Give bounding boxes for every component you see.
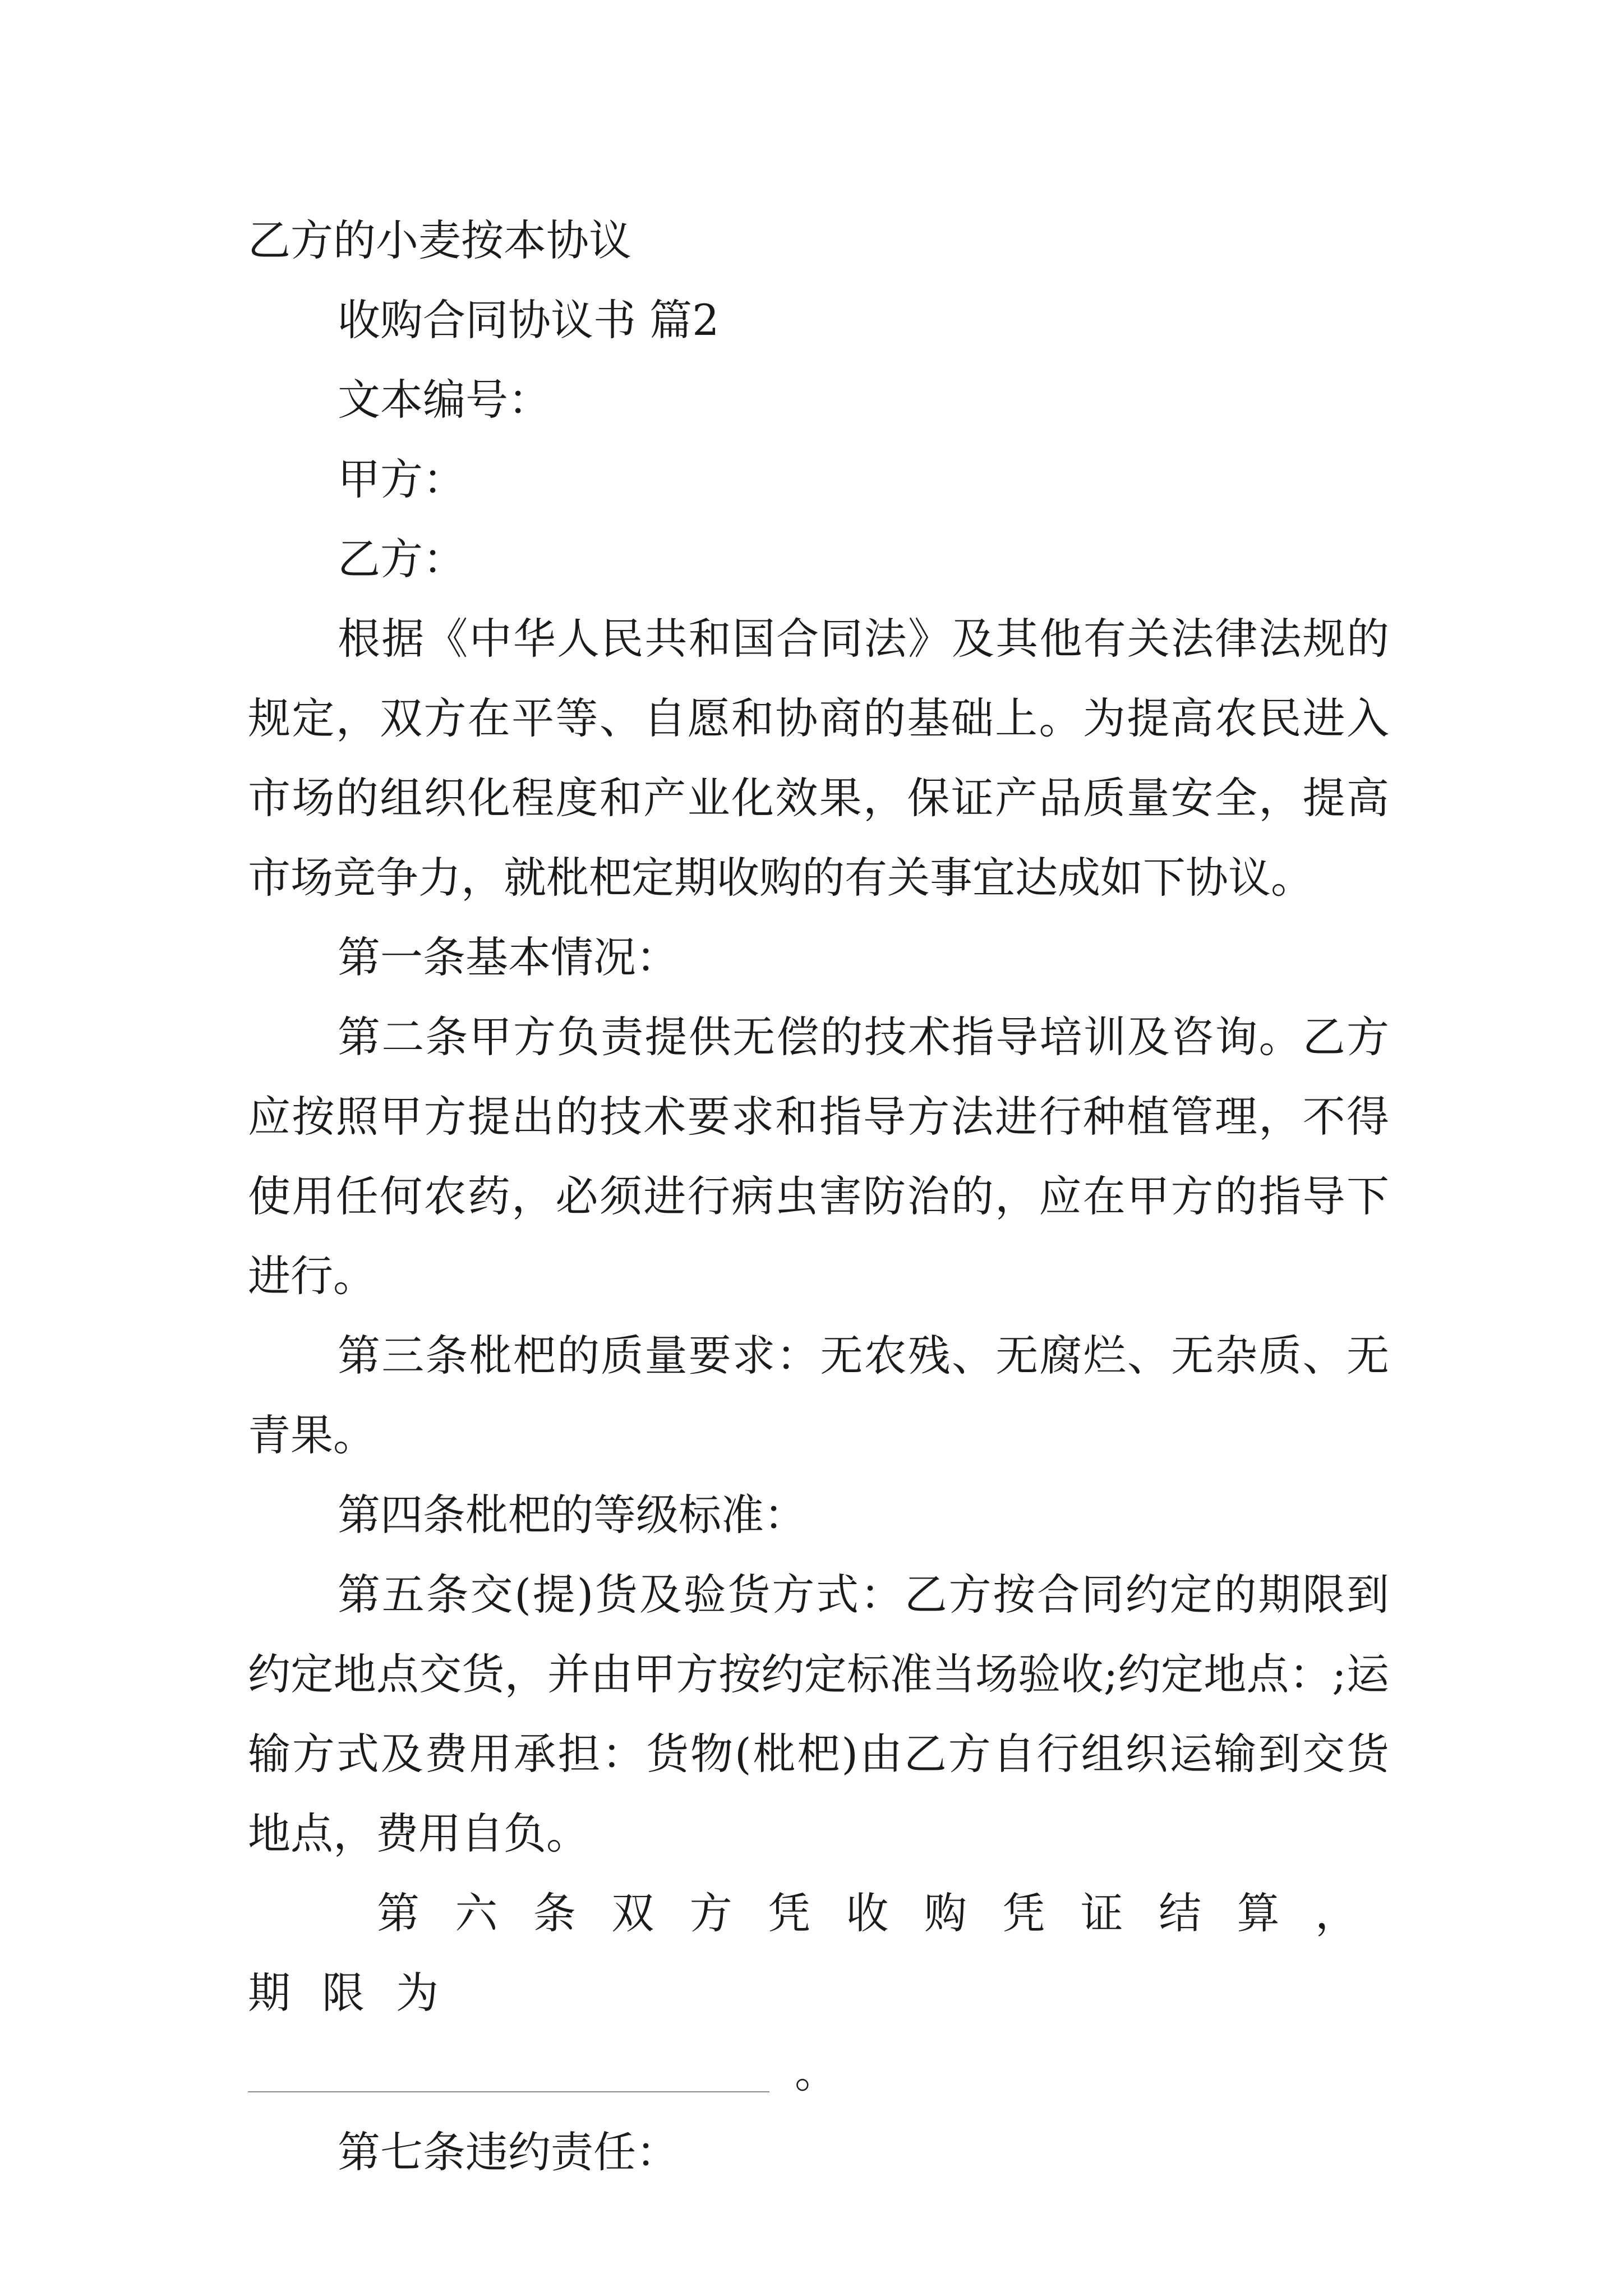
preamble-paragraph: 根据《中华人民共和国合同法》及其他有关法律法规的规定，双方在平等、自愿和协商的基础上。为提高农民进入市场的组织化程度和产业化效果，保证产品质量安全，提高市场竞争力，就枇杷定期收购的有关事宜达成如下协议。 [248, 614, 1389, 903]
party-b-field: 乙方： [338, 534, 465, 584]
article-6-period: 。 [795, 2047, 837, 2097]
continued-line: 乙方的小麦按本协议 [248, 215, 631, 265]
article-5: 第五条交(提)货及验货方式：乙方按合同约定的期限到约定地点交货，并由甲方按约定标准当场验收;约定地点：;运输方式及费用承担：货物(枇杷)由乙方自行组织运输到交货地点，费用自负。 [248, 1570, 1389, 1858]
fill-in-blank-line [248, 2091, 769, 2092]
party-a-field: 甲方： [338, 454, 465, 504]
section-heading: 收购合同协议书 篇2 [338, 295, 720, 345]
article-6: 第六条双方凭收购凭证结算，期限为 [248, 1888, 1389, 2018]
article-6-blank-row [248, 2033, 1389, 2113]
article-4: 第四条枇杷的等级标准： [338, 1490, 806, 1540]
article-2: 第二条甲方负责提供无偿的技术指导培训及咨询。乙方应按照甲方提出的技术要求和指导方法进行种植管理，不得使用任何农药，必须进行病虫害防治的，应在甲方的指导下进行。 [248, 1012, 1389, 1301]
article-7: 第七条违约责任： [338, 2127, 679, 2177]
document-number-field: 文本编号： [338, 375, 551, 425]
article-1: 第一条基本情况： [338, 932, 679, 982]
article-3: 第三条枇杷的质量要求：无农残、无腐烂、无杂质、无青果。 [248, 1331, 1389, 1460]
document-body [248, 201, 1389, 2192]
